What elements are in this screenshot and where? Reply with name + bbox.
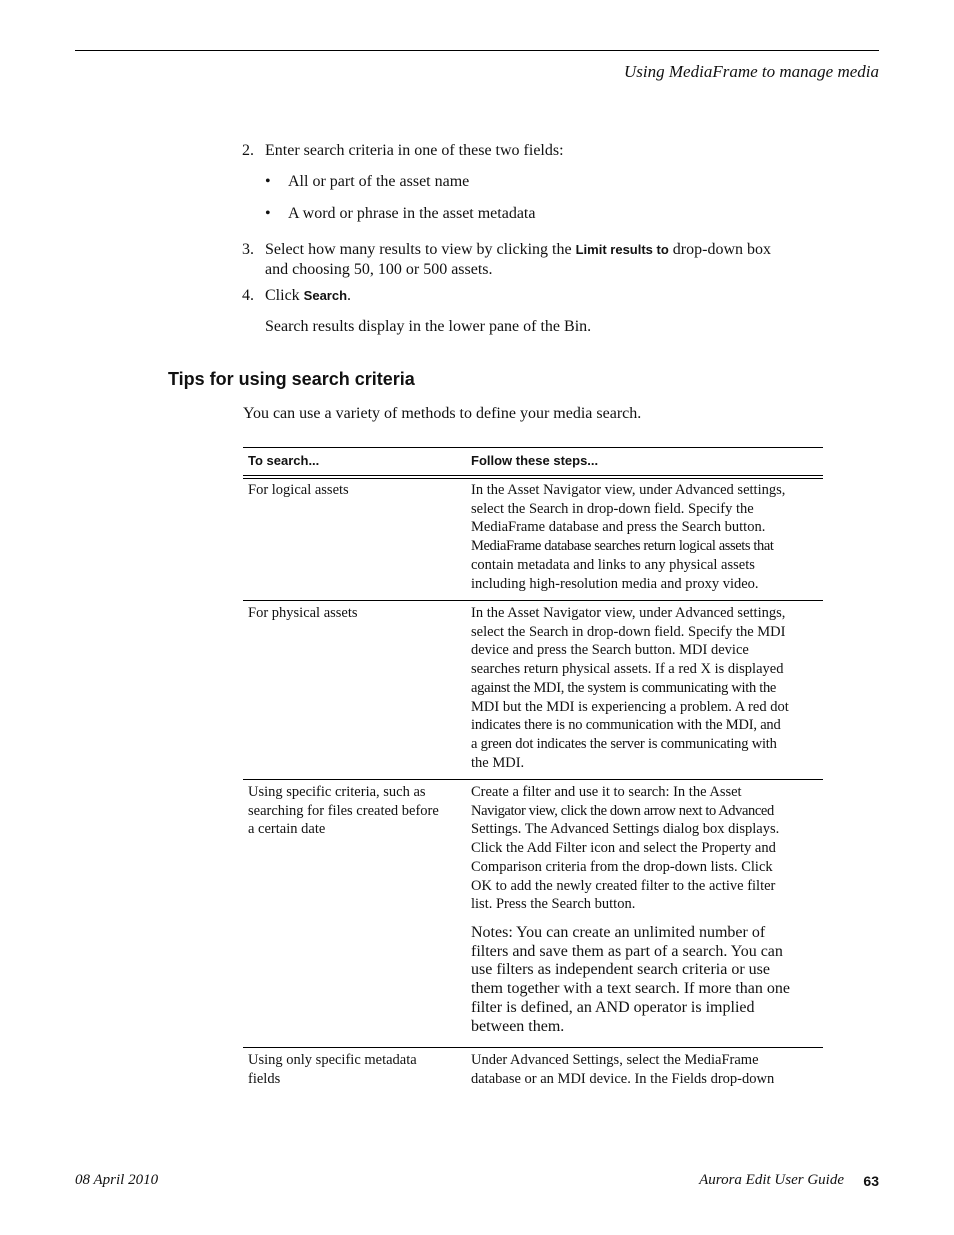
cell-line: between them. (471, 1017, 565, 1035)
table-cell-steps (471, 1051, 816, 1088)
step-text-before: Select how many results to view by clicking the (265, 241, 572, 258)
cell-line: Click the Add Filter icon and select the Property and (471, 840, 776, 857)
cell-line: MediaFrame database and press the Search button. (471, 519, 766, 536)
cell-line: Notes: You can create an unlimited number of (471, 924, 766, 941)
cell-line: Settings. The Advanced Settings dialog box displays. (471, 821, 780, 838)
cell-line: filter is defined, an AND operator is implied (471, 998, 755, 1016)
bullet-text: All or part of the asset name (288, 173, 470, 190)
section-intro: You can use a variety of methods to define your media search. (243, 405, 642, 422)
step-text-after: drop-down box (672, 241, 772, 258)
bullet-text: A word or phrase in the asset metadata (288, 205, 536, 222)
cell-line: Navigator view, click the down arrow next to Advanced (471, 802, 774, 819)
table-cell-search-type (248, 604, 458, 623)
cell-line: fields (248, 1070, 281, 1087)
footer-date: 08 April 2010 (75, 1172, 159, 1188)
cell-line: OK to add the newly created filter to the active filter (471, 877, 776, 894)
table-cell-steps (471, 481, 816, 593)
table-top-rule (243, 447, 823, 448)
table-header-col1: To search... (248, 453, 320, 468)
step-3 (0, 240, 954, 280)
step-text: Enter search criteria in one of these two fields: (265, 142, 564, 159)
table-cell-notes (471, 924, 816, 1036)
table-cell-steps (471, 783, 816, 914)
footer-guide-title: Aurora Edit User Guide (699, 1172, 844, 1188)
cell-line: searches return physical assets. If a red X is displayed (471, 661, 784, 678)
cell-line: Comparison criteria from the drop-down lists. Click (471, 858, 773, 875)
cell-line: select the Search in drop-down field. Specify the MDI (471, 623, 786, 640)
cell-line: Using only specific metadata (248, 1052, 417, 1068)
step-number: 4. (242, 287, 254, 304)
table-row-rule (243, 600, 823, 601)
cell-line: MDI but the MDI is experiencing a problem. A red dot (471, 698, 789, 715)
bullet-icon: • (265, 173, 271, 190)
bullet-icon: • (265, 205, 271, 222)
cell-line: the MDI. (471, 754, 525, 771)
cell-line: contain metadata and links to any physical assets (471, 556, 755, 573)
cell-line: device and press the Search button. MDI device (471, 642, 749, 659)
step-text-line2: and choosing 50, 100 or 500 assets. (265, 261, 493, 278)
table-cell-steps (471, 604, 816, 772)
cell-line: In the Asset Navigator view, under Advanced settings, (471, 605, 786, 621)
table-row-rule (243, 779, 823, 780)
table-header-col2: Follow these steps... (471, 453, 599, 468)
ui-label-limit-results: Limit results to (575, 242, 669, 257)
cell-line: In the Asset Navigator view, under Advanced settings, (471, 482, 786, 498)
cell-line: them together with a text search. If more than one (471, 980, 790, 998)
step-text (265, 286, 351, 306)
cell-line: select the Search in drop-down field. Specify the (471, 500, 754, 517)
cell-line: database or an MDI device. In the Fields drop-down (471, 1070, 775, 1087)
cell-line: Under Advanced Settings, select the MediaFrame (471, 1052, 759, 1068)
cell-line: MediaFrame database searches return logical assets that (471, 538, 774, 555)
ui-label-search: Search (303, 288, 348, 303)
table-cell-search-type (248, 783, 458, 839)
step-number: 2. (242, 142, 254, 159)
cell-line: filters and save them as part of a search. You can (471, 942, 783, 960)
page-number: 63 (863, 1173, 879, 1189)
step-number: 3. (242, 241, 254, 258)
cell-line: a certain date (248, 821, 326, 838)
cell-line: including high-resolution media and proxy video. (471, 575, 759, 592)
cell-line: use filters as independent search criteria or use (471, 961, 770, 979)
cell-line: list. Press the Search button. (471, 896, 636, 913)
step-text (265, 240, 771, 260)
table-cell-search-type (248, 481, 458, 500)
table-header-rule (243, 475, 823, 476)
cell-line: For logical assets (248, 482, 349, 498)
header-rule (75, 50, 879, 51)
step-text-before: Click (265, 287, 300, 304)
bullet-item (0, 204, 954, 224)
step-text-after: . (347, 287, 352, 304)
cell-line: indicates there is no communication with the MDI, and (471, 717, 781, 734)
table-row-rule (243, 1047, 823, 1048)
cell-line: searching for files created before (248, 802, 439, 819)
cell-line: against the MDI, the system is communicating with the (471, 679, 777, 696)
section-heading: Tips for using search criteria (168, 369, 415, 389)
step-4 (0, 286, 954, 306)
bullet-item (0, 172, 954, 192)
table-header-rule (243, 478, 823, 479)
cell-line: Create a filter and use it to search: In the Asset (471, 784, 742, 800)
step-2 (0, 141, 954, 161)
table-cell-search-type (248, 1051, 458, 1088)
cell-line: For physical assets (248, 605, 358, 621)
running-header: Using MediaFrame to manage media (624, 62, 879, 81)
cell-line: a green dot indicates the server is communicating with (471, 735, 777, 752)
step-result: Search results display in the lower pane of the Bin. (265, 318, 592, 335)
cell-line: Using specific criteria, such as (248, 784, 426, 800)
